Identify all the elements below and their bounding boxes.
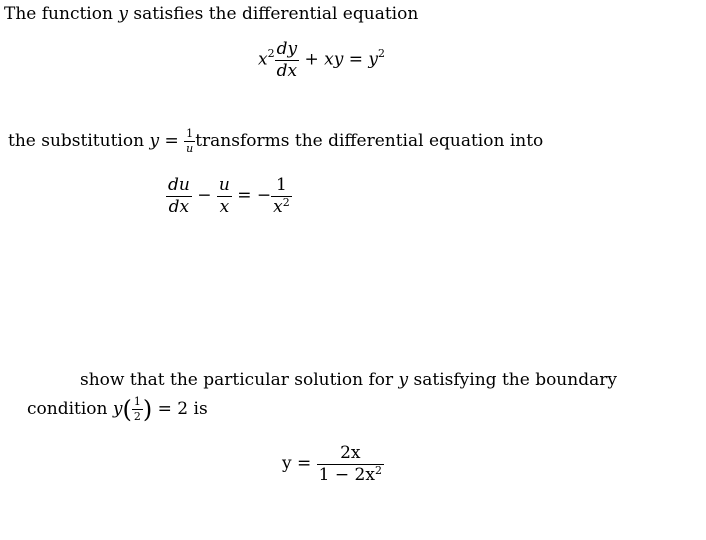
eq2-f3-den: x xyxy=(273,196,283,217)
eq1-fraction xyxy=(275,40,300,80)
intro-var: y xyxy=(118,4,128,24)
eq2-f2-den: x xyxy=(219,196,230,217)
eq2-minus: − xyxy=(191,185,217,206)
eq2-f3-num: 1 xyxy=(271,176,292,197)
subst-eq: = xyxy=(159,131,185,152)
differential-equation xyxy=(258,40,385,80)
condition-var: y xyxy=(112,399,123,420)
condition-sentence xyxy=(27,396,208,423)
eq2-fraction3 xyxy=(271,176,292,216)
eq1-rhs-exp: 2 xyxy=(378,46,385,60)
condition-fraction xyxy=(132,396,143,423)
eq2-f3-exp: 2 xyxy=(282,195,290,209)
eq2-f2-num: u xyxy=(218,175,230,195)
show-text: show that the particular solution for xyxy=(80,370,399,390)
show-sentence xyxy=(80,372,617,389)
subst-num: 1 xyxy=(184,128,195,142)
eq1-x: x xyxy=(258,49,268,70)
eq2-f1-den: dx xyxy=(168,196,190,217)
show-rest: satisfying the boundary xyxy=(408,370,617,390)
substitution-sentence xyxy=(8,128,543,155)
eq1-exp: 2 xyxy=(267,46,275,60)
eq2-equals: = − xyxy=(231,185,272,206)
condition-post: = 2 is xyxy=(152,399,208,420)
eq1-num: dy xyxy=(276,39,298,59)
condition-den: 2 xyxy=(133,410,141,424)
subst-fraction xyxy=(184,128,195,155)
solution-equation xyxy=(282,444,384,484)
condition-paren-right: ) xyxy=(142,395,153,424)
subst-var: y xyxy=(149,131,160,152)
eq3-den-exp: 2 xyxy=(374,463,382,477)
condition-paren-left: ( xyxy=(122,395,132,424)
subst-post: transforms the differential equation into xyxy=(195,131,544,152)
eq2-f1-num: du xyxy=(168,175,190,195)
eq3-den: 1 − 2x xyxy=(318,464,375,485)
eq1-mid: + xy = y xyxy=(299,49,378,70)
eq2-fraction2 xyxy=(217,176,232,216)
eq3-num: 2x xyxy=(317,444,384,465)
subst-den: u xyxy=(186,142,194,156)
intro-sentence xyxy=(4,6,418,23)
eq1-den: dx xyxy=(276,60,298,81)
eq2-fraction1 xyxy=(166,176,192,216)
eq3-fraction xyxy=(317,444,384,484)
eq3-lhs: y = xyxy=(282,453,317,474)
intro-text: The function xyxy=(4,4,119,24)
condition-pre: condition xyxy=(27,399,113,420)
show-var: y xyxy=(398,370,409,390)
intro-rest: satisfies the differential equation xyxy=(127,4,419,24)
subst-pre: the substitution xyxy=(8,131,150,152)
condition-num: 1 xyxy=(132,396,143,410)
transformed-equation xyxy=(166,176,292,216)
